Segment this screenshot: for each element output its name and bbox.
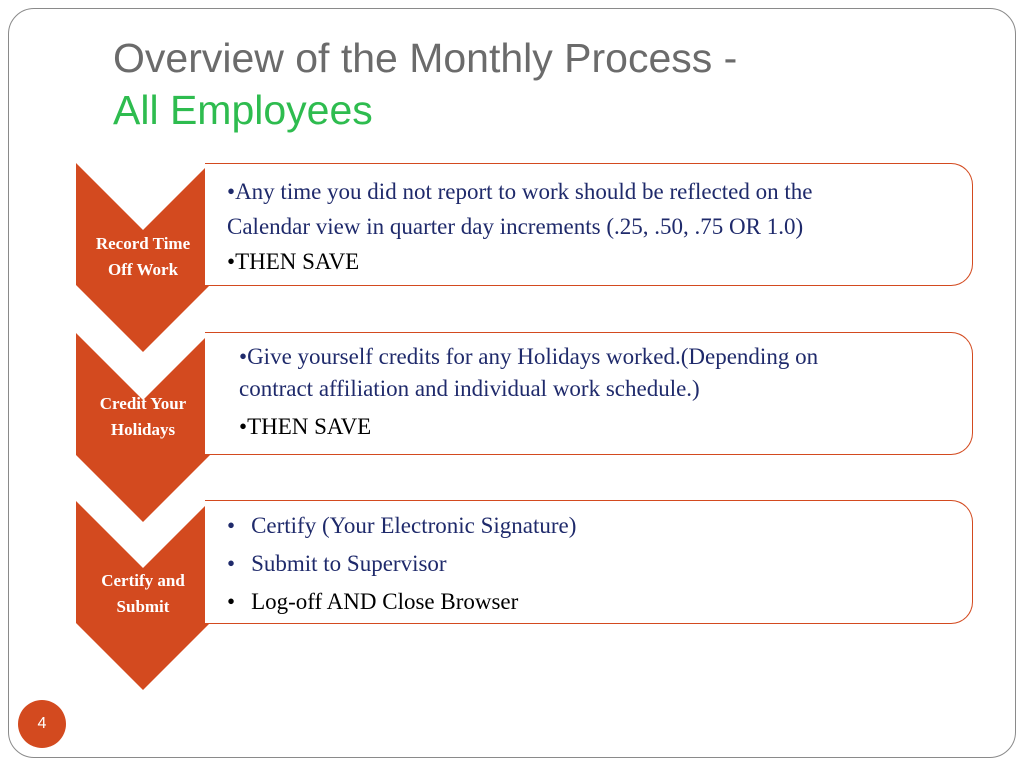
bullet-text-continued: contract affiliation and individual work schedule.) [239, 376, 700, 401]
bullet-marker: • [227, 179, 236, 204]
step-3-label [76, 568, 210, 620]
bullet-text: THEN SAVE [247, 414, 372, 439]
list-item [227, 583, 972, 621]
bullet-text: Certify (Your Electronic Signature) [251, 513, 577, 538]
page-number-badge [18, 700, 66, 748]
list-item [227, 174, 972, 244]
bullet-marker: • [239, 414, 248, 439]
bullet-text-continued: Calendar view in quarter day increments (.25, .50, .75 OR 1.0) [227, 214, 804, 239]
step-2-box [205, 332, 973, 455]
bullet-marker: • [227, 589, 236, 614]
step-2-label [76, 391, 210, 443]
step-1-label-line-1: Record Time [95, 234, 191, 253]
bullet-marker: • [239, 344, 248, 369]
title-line-1: Overview of the Monthly Process - [113, 35, 738, 81]
title-line-2: All Employees [113, 87, 373, 133]
step-1-label [76, 231, 210, 283]
step-2-label-line-2: Holidays [110, 420, 176, 439]
step-3-label-line-1: Certify and [101, 571, 185, 590]
bullet-marker: • [227, 249, 236, 274]
step-2-label-line-1: Credit Your [99, 394, 187, 413]
bullet-text: Any time you did not report to work should be reflected on the [235, 179, 813, 204]
step-3-bullets [205, 501, 972, 621]
bullet-text: Give yourself credits for any Holidays worked.(Depending on [247, 344, 819, 369]
step-3-label-line-2: Submit [116, 597, 170, 616]
list-item [239, 341, 972, 405]
bullet-text: Log-off AND Close Browser [251, 589, 519, 614]
step-3-box [205, 500, 973, 624]
step-2-bullets [205, 333, 972, 443]
step-1-box [205, 163, 973, 286]
bullet-text: Submit to Supervisor [251, 551, 447, 576]
page-number: 4 [37, 715, 47, 732]
bullet-text: THEN SAVE [235, 249, 360, 274]
bullet-marker: • [227, 513, 236, 538]
bullet-marker: • [227, 551, 236, 576]
step-1-bullets [205, 164, 972, 279]
list-item [227, 244, 972, 279]
list-item [227, 545, 972, 583]
list-item [227, 507, 972, 545]
step-1-label-line-2: Off Work [107, 260, 179, 279]
list-item [239, 411, 972, 443]
